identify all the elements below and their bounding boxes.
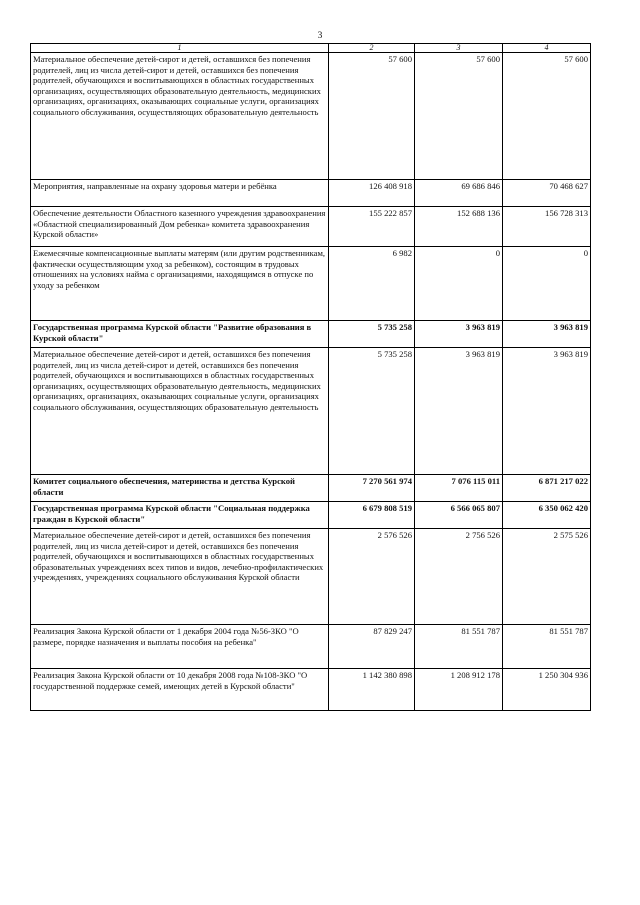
row-value-col4: 3 963 819 — [503, 348, 591, 475]
row-value-col3: 69 686 846 — [415, 180, 503, 207]
column-header-4: 4 — [503, 44, 591, 53]
table-row — [31, 348, 591, 475]
column-header-1: 1 — [31, 44, 329, 53]
row-value-col2: 155 222 857 — [329, 207, 415, 247]
row-value-col4: 57 600 — [503, 53, 591, 180]
table-row — [31, 180, 591, 207]
row-value-col3: 0 — [415, 247, 503, 321]
table-row — [31, 207, 591, 247]
row-description: Комитет социального обеспечения, материнства и детства Курской области — [31, 475, 329, 502]
page-number: 3 — [317, 31, 323, 41]
column-header-3: 3 — [415, 44, 503, 53]
row-value-col2: 6 982 — [329, 247, 415, 321]
row-value-col4: 70 468 627 — [503, 180, 591, 207]
row-value-col2: 57 600 — [329, 53, 415, 180]
row-value-col3: 57 600 — [415, 53, 503, 180]
table-row-committee — [31, 475, 591, 502]
row-value-col4: 0 — [503, 247, 591, 321]
row-value-col2: 2 576 526 — [329, 529, 415, 625]
row-value-col3: 7 076 115 011 — [415, 475, 503, 502]
row-description: Реализация Закона Курской области от 1 декабря 2004 года №56-ЗКО "О размере, порядке назначения и выплаты пособия на ребенка" — [31, 625, 329, 669]
row-value-col3: 6 566 065 807 — [415, 502, 503, 529]
table-row-program — [31, 502, 591, 529]
row-description: Материальное обеспечение детей-сирот и детей, оставшихся без попечения родителей, лиц из числа детей-сирот и детей, оставшихся без попечения родителей, обучающихся и воспитывающихся в областных государственных организациях, осуществляющих образовательную деятельность, медицинских организациях, организациях, оказывающих социальные услуги, организациях социального обслуживания, осуществляющих образовательную деятельность — [31, 53, 329, 180]
row-value-col4: 156 728 313 — [503, 207, 591, 247]
row-value-col2: 87 829 247 — [329, 625, 415, 669]
row-value-col4: 6 871 217 022 — [503, 475, 591, 502]
row-value-col4: 3 963 819 — [503, 321, 591, 348]
row-value-col2: 6 679 808 519 — [329, 502, 415, 529]
row-value-col4: 2 575 526 — [503, 529, 591, 625]
row-description: Мероприятия, направленные на охрану здоровья матери и ребёнка — [31, 180, 329, 207]
row-value-col2: 126 408 918 — [329, 180, 415, 207]
row-value-col2: 5 735 258 — [329, 321, 415, 348]
table-row — [31, 247, 591, 321]
table-header-row — [31, 44, 591, 53]
row-value-col4: 81 551 787 — [503, 625, 591, 669]
row-description: Обеспечение деятельности Областного казенного учреждения здравоохранения «Областной специализированный Дом ребенка» комитета здравоохранения Курской области» — [31, 207, 329, 247]
table-row — [31, 529, 591, 625]
budget-table — [30, 43, 591, 711]
row-value-col3: 1 208 912 178 — [415, 669, 503, 711]
row-description: Материальное обеспечение детей-сирот и детей, оставшихся без попечения родителей, лиц из числа детей-сирот и детей, оставшихся без попечения родителей, обучающихся и воспитывающихся в областных государственных образовательных учреждениях всех типов и видов, лечебно-профилактических учреждениях, учреждениях социального обслуживания Курской области — [31, 529, 329, 625]
row-value-col3: 152 688 136 — [415, 207, 503, 247]
row-value-col2: 5 735 258 — [329, 348, 415, 475]
table-row — [31, 625, 591, 669]
table-row-program — [31, 321, 591, 348]
row-description: Государственная программа Курской области "Развитие образования в Курской области" — [31, 321, 329, 348]
row-value-col3: 3 963 819 — [415, 348, 503, 475]
row-value-col2: 1 142 380 898 — [329, 669, 415, 711]
row-description: Материальное обеспечение детей-сирот и детей, оставшихся без попечения родителей, лиц из числа детей-сирот и детей, оставшихся без попечения родителей, обучающихся и воспитывающихся в областных государственных организациях, осуществляющих образовательную деятельность, медицинских организациях, организациях, оказывающих социальные услуги, организациях социального обслуживания, осуществляющих образовательную деятельность — [31, 348, 329, 475]
row-value-col2: 7 270 561 974 — [329, 475, 415, 502]
row-description: Ежемесячные компенсационные выплаты матерям (или другим родственникам, фактически осуществляющим уход за ребенком), состоящим в трудовых отношениях на условиях найма с организациями, находящимся в отпуске по уходу за ребенком — [31, 247, 329, 321]
column-header-2: 2 — [329, 44, 415, 53]
table-row — [31, 669, 591, 711]
row-value-col3: 2 756 526 — [415, 529, 503, 625]
row-value-col4: 6 350 062 420 — [503, 502, 591, 529]
row-value-col3: 81 551 787 — [415, 625, 503, 669]
row-description: Реализация Закона Курской области от 10 декабря 2008 года №108-ЗКО "О государственной поддержке семей, имеющих детей в Курской области" — [31, 669, 329, 711]
row-value-col4: 1 250 304 936 — [503, 669, 591, 711]
row-description: Государственная программа Курской области "Социальная поддержка граждан в Курской области" — [31, 502, 329, 529]
row-value-col3: 3 963 819 — [415, 321, 503, 348]
table-row — [31, 53, 591, 180]
